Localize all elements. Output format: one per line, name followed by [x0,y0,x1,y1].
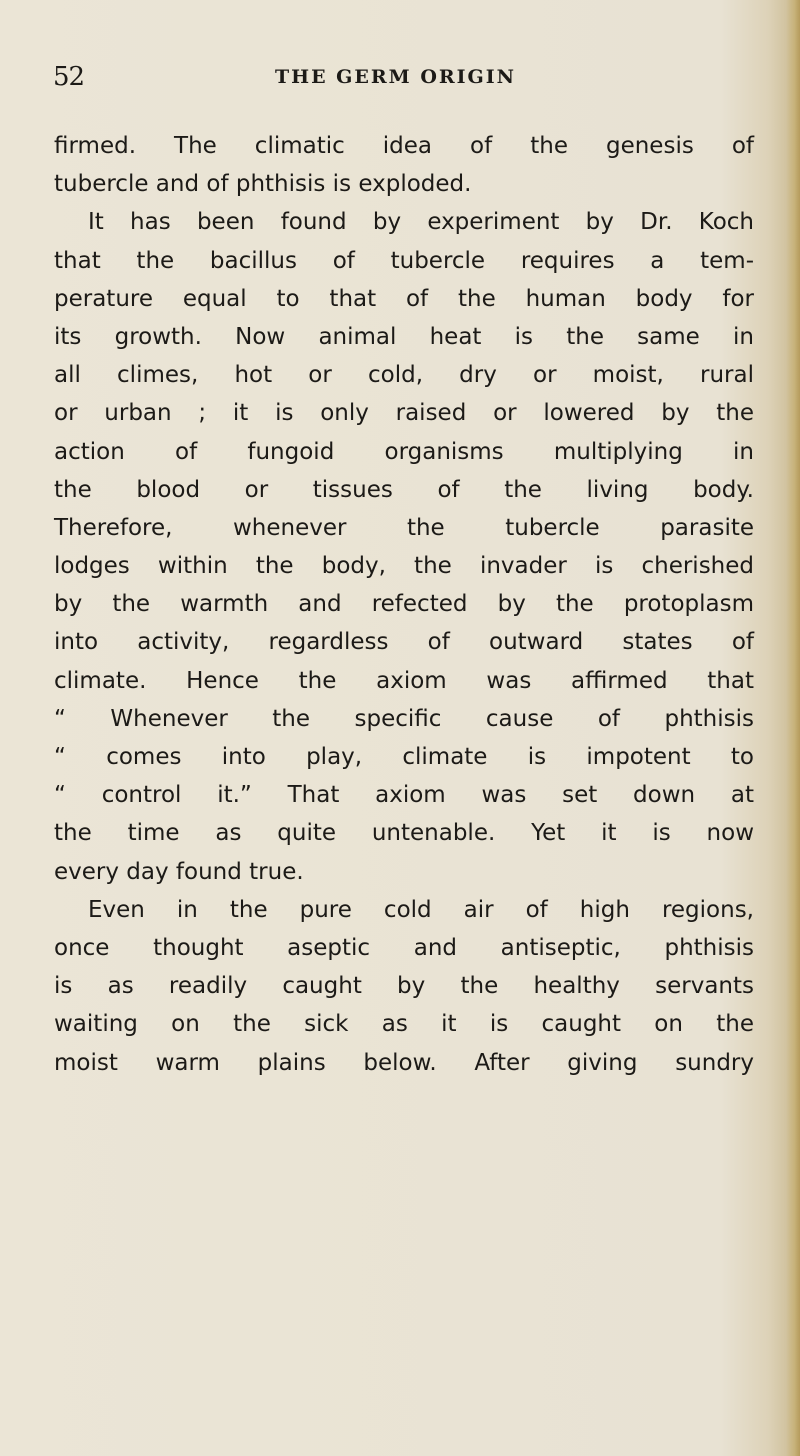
text-line: the time as quite untenable. Yet it is now [54,820,754,847]
text-line: “ Whenever the specific cause of phthisis [54,705,754,732]
text-line: once thought aseptic and antiseptic, phthisis [54,934,754,961]
text-line: the blood or tissues of the living body. [54,476,754,503]
text-line: climate. Hence the axiom was affirmed that [54,667,754,694]
text-line: perature equal to that of the human body for [54,285,754,312]
text-line: all climes, hot or cold, dry or moist, rural [54,362,754,389]
text-line: Even in the pure cold air of high regions, [88,896,754,923]
page-number: 52 [53,62,85,92]
text-line: moist warm plains below. After giving sundry [54,1049,754,1076]
text-line: lodges within the body, the invader is cherished [54,553,754,580]
running-head: THE GERM ORIGIN [275,66,517,88]
text-line: firmed. The climatic idea of the genesis of [54,133,754,159]
text-line: or urban ; it is only raised or lowered by the [54,400,754,427]
page-edge-shadow [786,0,800,1456]
text-line: by the warmth and refected by the protoplasm [54,591,754,618]
text-line: It has been found by experiment by Dr. Koch [88,209,754,236]
text-line: every day found true. [54,858,304,885]
text-line: action of fungoid organisms multiplying in [54,438,754,465]
text-line: is as readily caught by the healthy servants [54,973,754,1000]
text-line: “ comes into play, climate is impotent to [54,744,754,770]
text-line: into activity, regardless of outward states of [54,629,754,656]
page-header [53,62,753,98]
text-line: tubercle and of phthisis is exploded. [54,171,472,198]
body-text [54,127,754,1082]
text-line: Therefore, whenever the tubercle parasite [54,514,754,541]
text-line: waiting on the sick as it is caught on the [54,1011,754,1038]
text-line: “ control it.” That axiom was set down at [54,782,754,809]
text-line: that the bacillus of tubercle requires a tem- [54,247,754,274]
text-line: its growth. Now animal heat is the same in [54,323,754,350]
